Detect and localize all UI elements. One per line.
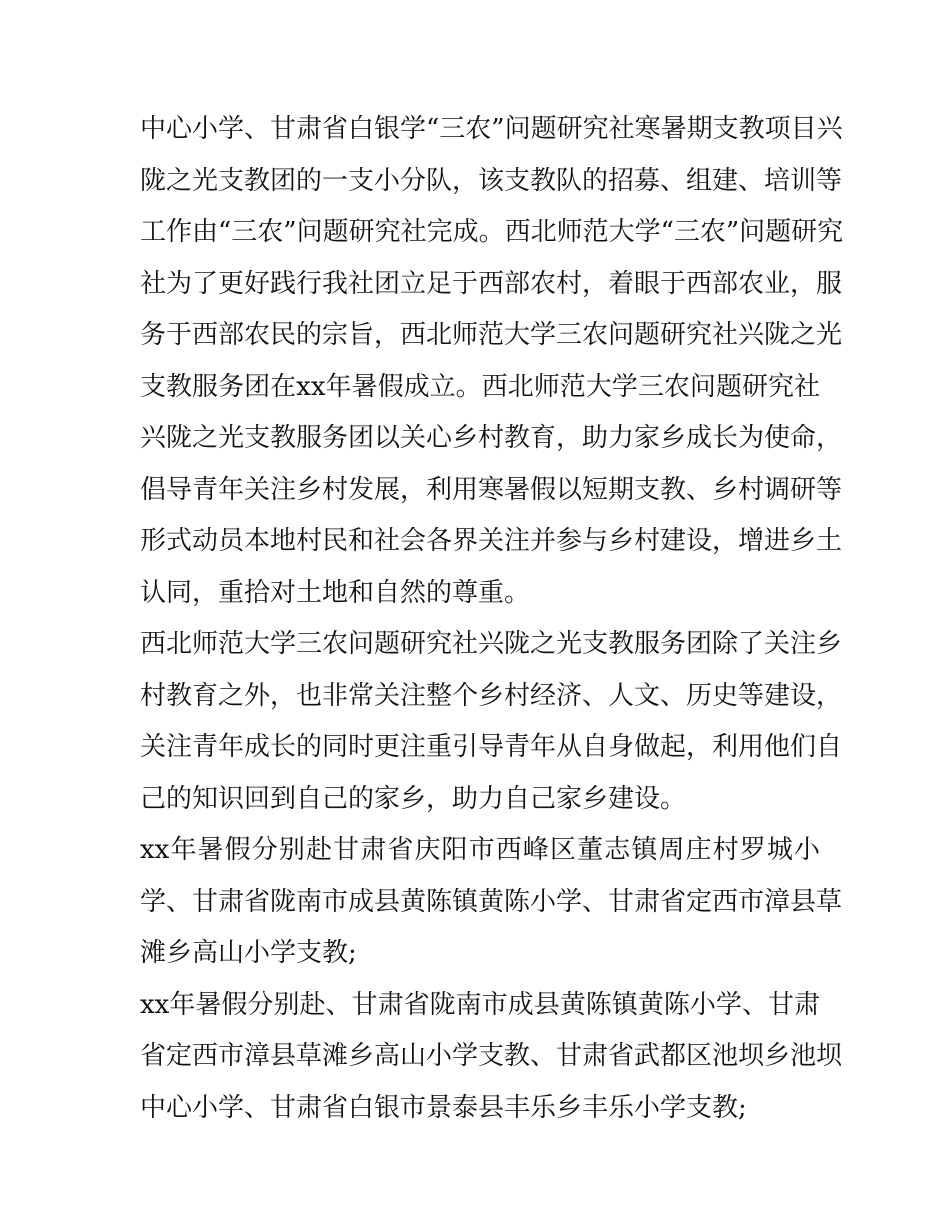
text-line: 形式动员本地村民和社会各界关注并参与乡村建设，增进乡土	[140, 526, 843, 556]
text-line: 务于西部农民的宗旨，西北师范大学三农问题研究社兴陇之光	[140, 320, 843, 350]
text-line: 村教育之外，也非常关注整个乡村经济、人文、历史等建设，	[140, 680, 843, 711]
text-line: xx年暑假分别赴、甘肃省陇南市成县黄陈镇黄陈小学、甘肃	[140, 989, 820, 1020]
document-body	[140, 104, 844, 1134]
text-line: 兴陇之光支教服务团以关心乡村教育，助力家乡成长为使命，	[140, 423, 843, 453]
text-line: 滩乡高山小学支教;	[140, 938, 357, 968]
text-line: 社为了更好践行我社团立足于西部农村，着眼于西部农业，服	[140, 268, 843, 299]
text-line: 己的知识回到自己的家乡，助力自己家乡建设。	[140, 783, 687, 814]
text-line: xx年暑假分别赴甘肃省庆阳市西峰区董志镇周庄村罗城小	[140, 835, 820, 865]
text-line: 倡导青年关注乡村发展，利用寒暑假以短期支教、乡村调研等	[140, 474, 843, 505]
text-line: 支教服务团在xx年暑假成立。西北师范大学三农问题研究社	[140, 371, 820, 402]
text-line: 关注青年成长的同时更注重引导青年从自身做起，利用他们自	[140, 732, 843, 762]
text-line: 西北师范大学三农问题研究社兴陇之光支教服务团除了关注乡	[140, 629, 843, 659]
paragraph-summer-trip-2	[140, 980, 843, 1135]
paragraph-focus-areas	[140, 619, 843, 825]
text-line: 中心小学、甘肃省白银市景泰县丰乐乡丰乐小学支教;	[140, 1092, 747, 1123]
text-line: 省定西市漳县草滩乡高山小学支教、甘肃省武都区池坝乡池坝	[140, 1041, 843, 1071]
text-line: 学、甘肃省陇南市成县黄陈镇黄陈小学、甘肃省定西市漳县草	[140, 886, 843, 917]
text-line: 中心小学、甘肃省白银学“三农”问题研究社寒暑期支教项目兴	[140, 114, 843, 144]
paragraph-summer-trip-1	[140, 825, 843, 980]
text-line: 认同，重拾对土地和自然的尊重。	[140, 577, 531, 608]
paragraph-program-intro	[140, 104, 844, 619]
text-line: 工作由“三农”问题研究社完成。西北师范大学“三农”问题研究	[140, 217, 844, 247]
text-line: 陇之光支教团的一支小分队，该支教队的招募、组建、培训等	[140, 165, 843, 196]
